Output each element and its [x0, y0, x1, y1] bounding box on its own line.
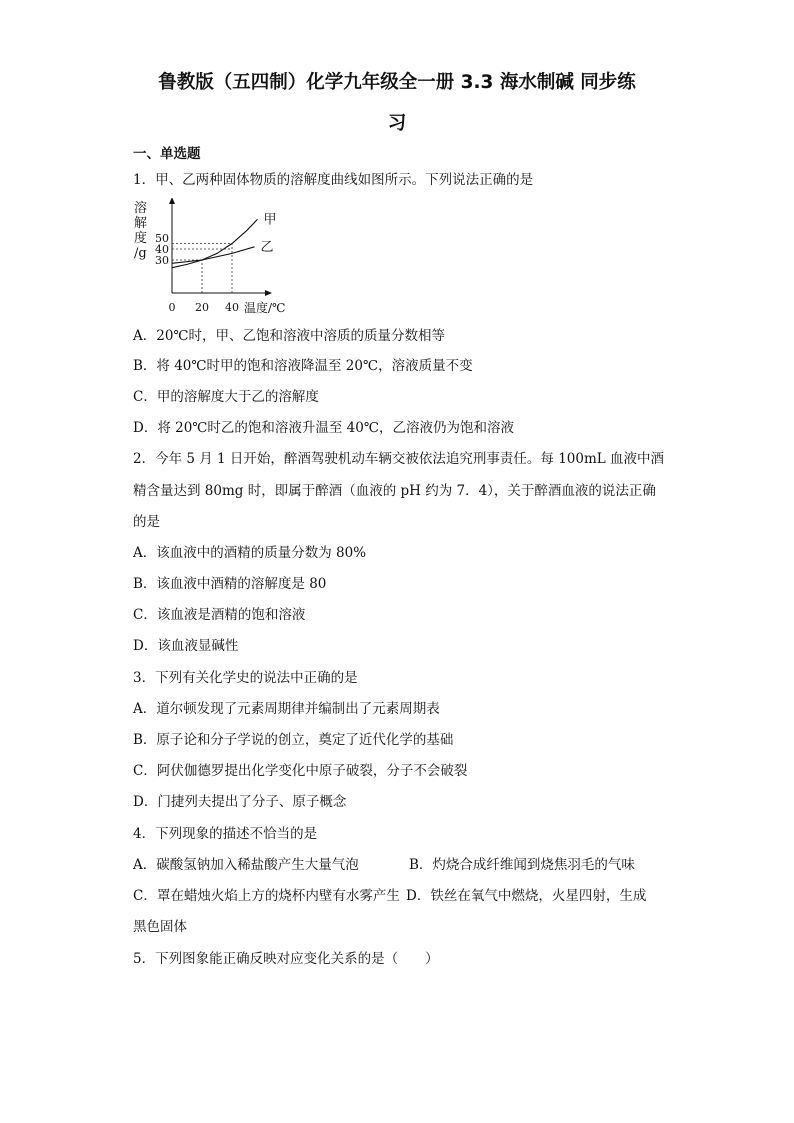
y-tick-label: 50	[155, 232, 169, 245]
question-1-option-b: B．将 40℃时甲的饱和溶液降温至 20℃，溶液质量不变	[133, 358, 473, 374]
question-2-stem-line-1: 2．今年 5 月 1 日开始，醉酒驾驶机动车辆交被依法追究刑事责任。每 100mL 血液中酒	[133, 451, 665, 467]
x-axis-arrow	[265, 290, 272, 296]
question-1-stem: 1．甲、乙两种固体物质的溶解度曲线如图所示。下列说法正确的是	[133, 172, 534, 188]
question-2-option-b: B．该血液中酒精的溶解度是 80	[133, 576, 327, 592]
question-4-option-c: C．罩在蜡烛火焰上方的烧杯内壁有水雾产生	[133, 888, 400, 904]
question-3-option-c: C．阿伏伽德罗提出化学变化中原子破裂，分子不会破裂	[133, 763, 468, 779]
question-4-option-d: D．铁丝在氧气中燃烧，火星四射，生成	[406, 888, 647, 904]
question-2-option-a: A．该血液中的酒精的质量分数为 80%	[133, 545, 367, 561]
question-4-option-a: A．碳酸氢钠加入稀盐酸产生大量气泡	[133, 857, 359, 873]
question-2-stem-line-2: 精含量达到 80mg 时，即属于醉酒（血液的 pH 约为 7．4），关于醉酒血液的说法正确	[133, 483, 656, 499]
question-3-option-d: D．门捷列夫提出了分子、原子概念	[133, 794, 347, 810]
question-4-stem: 4．下列现象的描述不恰当的是	[133, 826, 318, 842]
question-2-stem-line-3: 的是	[133, 514, 160, 530]
question-1-option-d: D．将 20℃时乙的饱和溶液升温至 40℃，乙溶液仍为饱和溶液	[133, 420, 514, 436]
y-axis-label: 溶	[134, 201, 148, 216]
solubility-curve-chart	[130, 198, 290, 320]
section-heading: 一、单选题	[133, 146, 201, 162]
question-3-option-b: B．原子论和分子学说的创立，奠定了近代化学的基础	[133, 732, 454, 748]
y-tick-label: 30	[155, 254, 169, 267]
series-yi-label: 乙	[260, 239, 274, 255]
series-jia-label: 甲	[263, 212, 277, 228]
document-title-line-1: 鲁教版（五四制）化学九年级全一册 3.3 海水制碱 同步练	[158, 72, 636, 93]
question-2-option-c: C．该血液是酒精的饱和溶液	[133, 607, 306, 623]
x-tick-label: 40	[225, 301, 239, 314]
question-2-option-d: D．该血液显碱性	[133, 638, 239, 654]
question-1-option-c: C．甲的溶解度大于乙的溶解度	[133, 389, 319, 405]
question-1-option-a: A．20℃时，甲、乙饱和溶液中溶质的质量分数相等	[133, 328, 446, 344]
question-5-stem: 5．下列图象能正确反映对应变化关系的是（ ）	[133, 951, 439, 967]
x-tick-label: 0	[168, 301, 176, 314]
y-tick-label: 40	[155, 243, 169, 256]
y-axis-label: 度	[134, 231, 148, 246]
y-axis-arrow	[169, 198, 175, 204]
x-tick-label: 20	[195, 301, 209, 314]
document-title-line-2: 习	[387, 113, 407, 134]
question-3-option-a: A．道尔顿发现了元素周期律并编制出了元素周期表	[133, 701, 440, 717]
question-3-stem: 3．下列有关化学史的说法中正确的是	[133, 670, 358, 686]
x-axis-label: 温度/℃	[244, 301, 286, 315]
y-axis-label: /g	[134, 246, 147, 261]
question-4-option-d-continued: 黑色固体	[133, 919, 187, 935]
y-axis-label: 解	[134, 216, 148, 231]
question-4-option-b: B．灼烧合成纤维闻到烧焦羽毛的气味	[409, 857, 635, 873]
